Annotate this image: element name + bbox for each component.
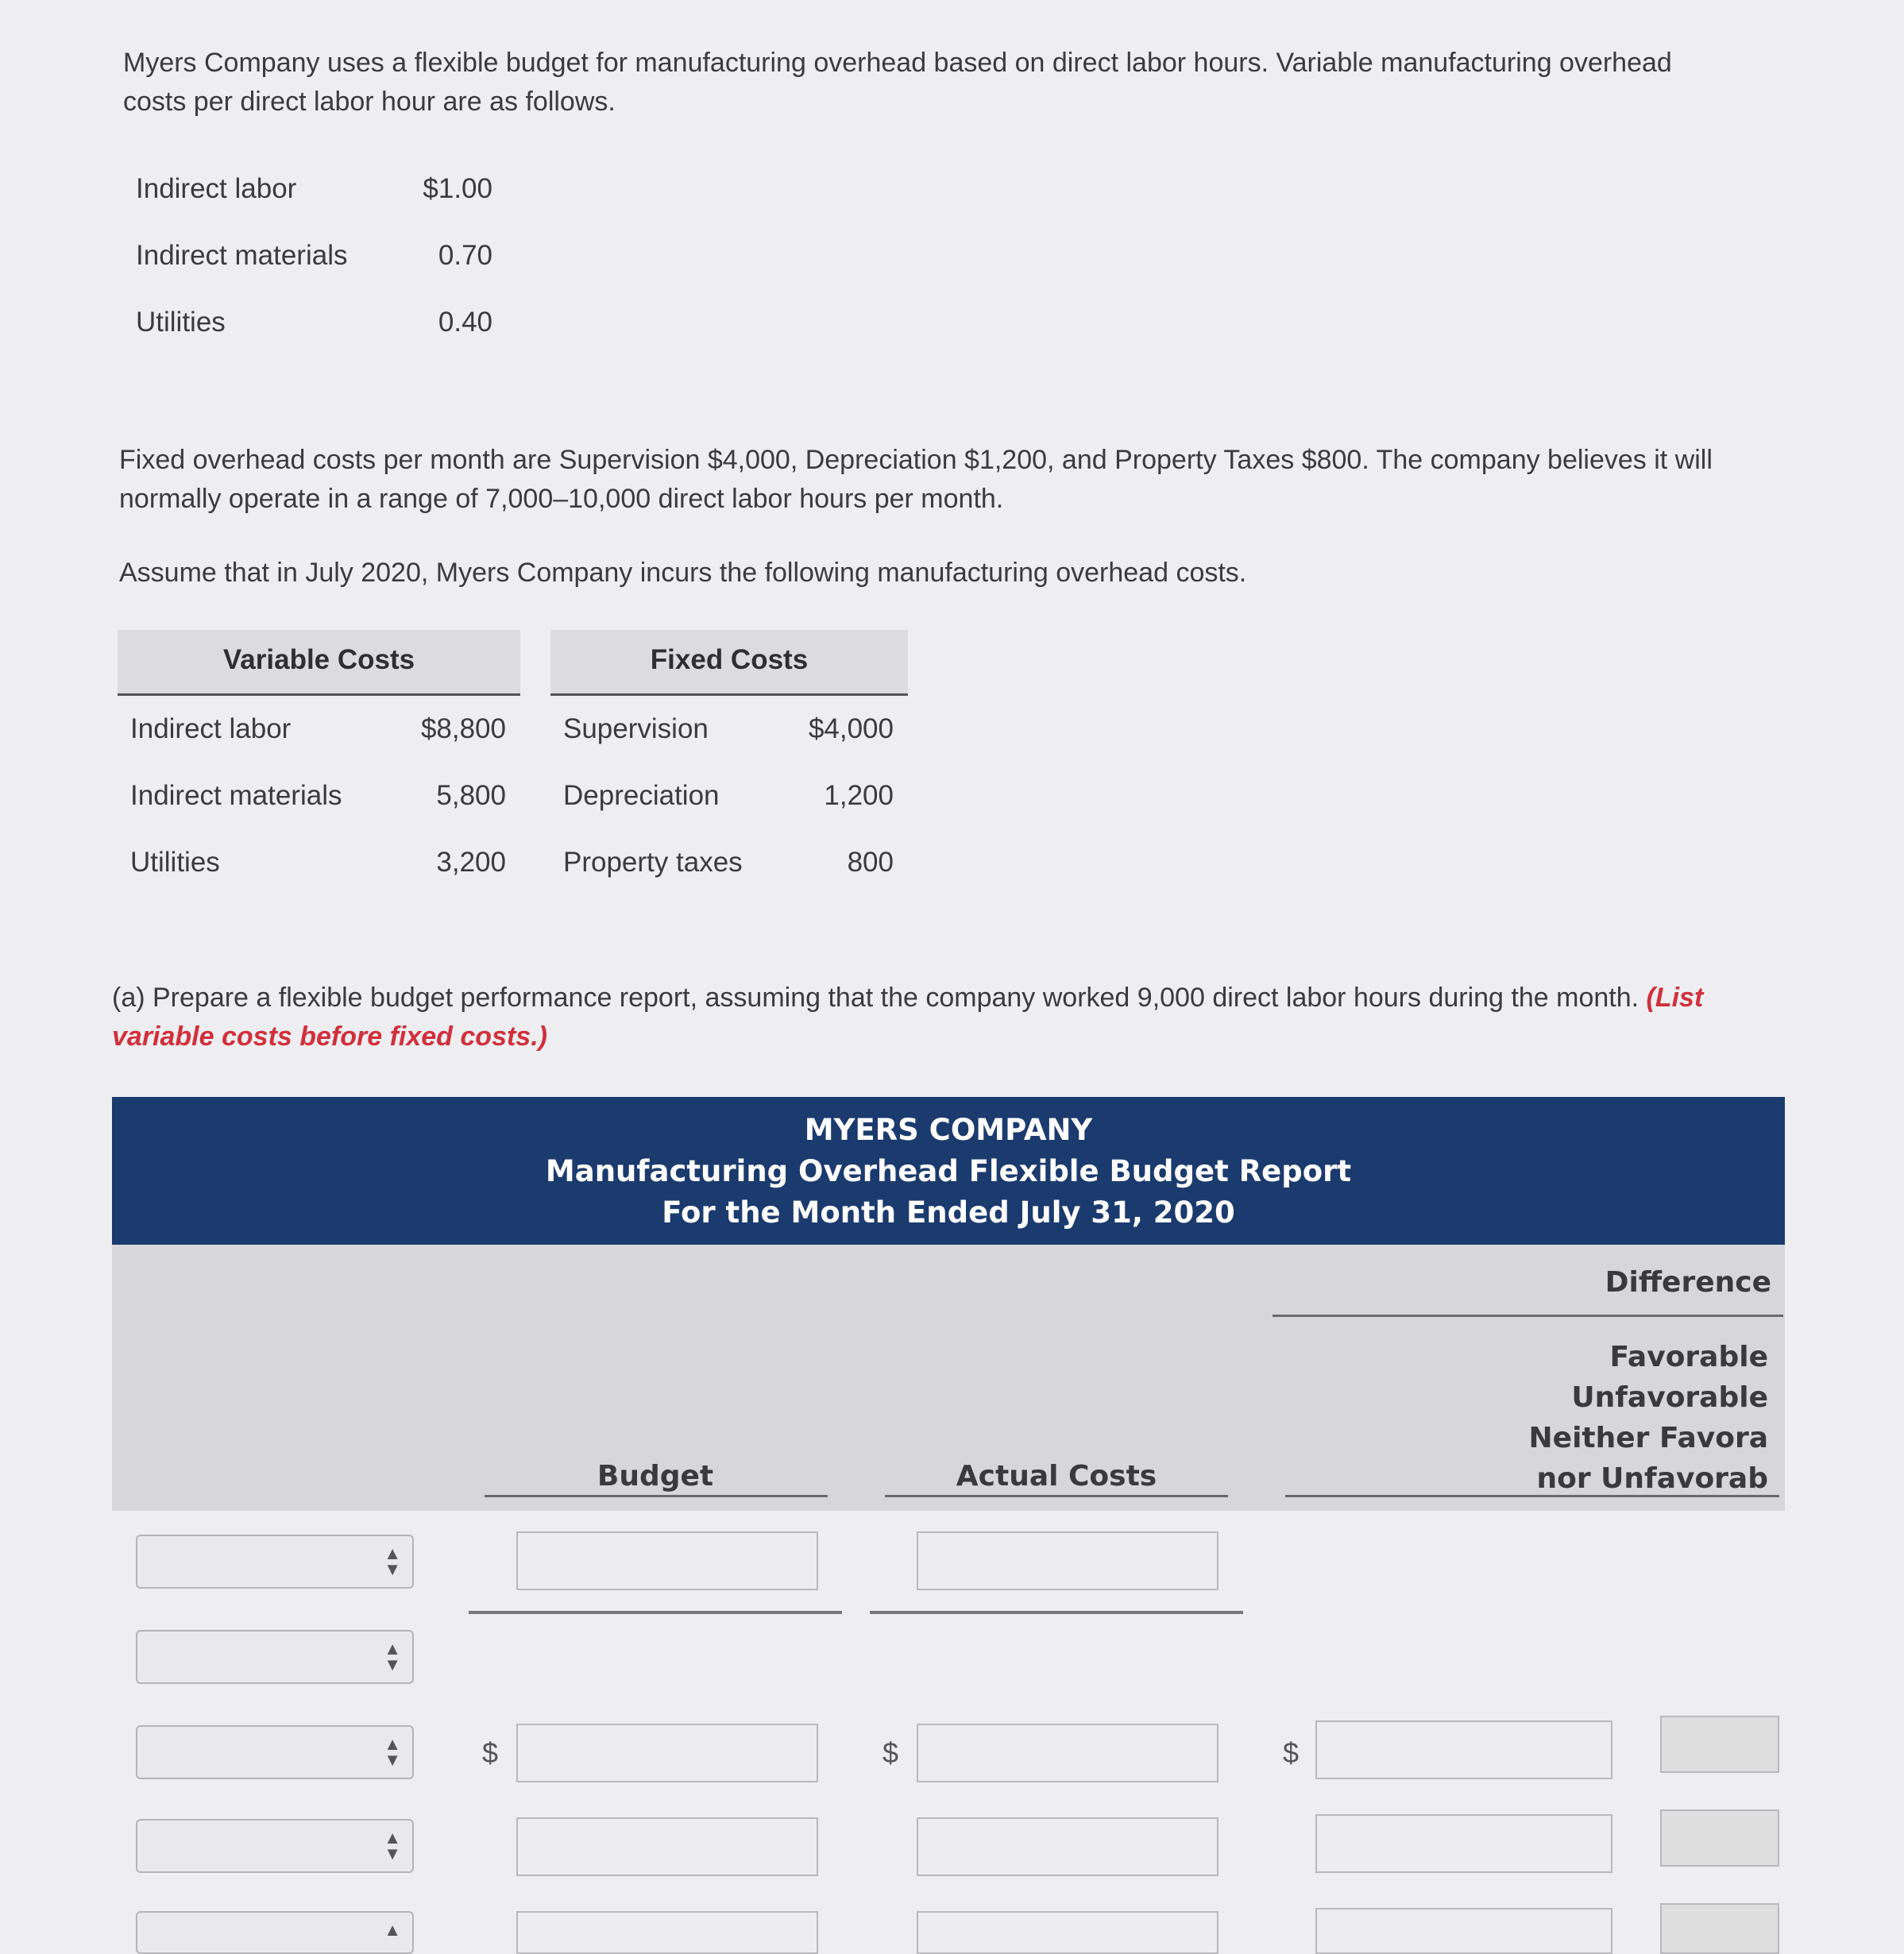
difference-header: Difference <box>1605 1266 1771 1299</box>
variable-cost-value: 5,800 <box>436 780 506 811</box>
fixed-line-2: normally operate in a range of 7,000–10,000 direct labor hours per month. <box>119 484 1004 514</box>
dollar-sign: $ <box>1283 1736 1300 1769</box>
actual-input[interactable] <box>917 1531 1218 1590</box>
account-select[interactable] <box>136 1725 414 1779</box>
account-select[interactable] <box>136 1911 414 1954</box>
rate-value: $1.00 <box>423 173 492 204</box>
fixed-costs-header: Fixed Costs <box>650 644 809 675</box>
assume-text: Assume that in July 2020, Myers Company incurs the following manufacturing overhead costs. <box>119 558 1247 588</box>
option-unfavorable: Unfavorable <box>1571 1381 1768 1414</box>
question-note-end: variable costs before fixed costs.) <box>112 1021 547 1052</box>
rate-value: 0.40 <box>438 307 492 338</box>
budget-input[interactable] <box>516 1911 818 1954</box>
question-line-1 <box>112 979 1788 1018</box>
difference-type-select[interactable] <box>1660 1809 1779 1867</box>
account-select[interactable] <box>136 1535 414 1589</box>
budget-subtotal-rule <box>469 1611 842 1614</box>
variable-cost-label: Indirect materials <box>130 780 342 811</box>
report-title: Manufacturing Overhead Flexible Budget Report <box>545 1154 1352 1188</box>
difference-col-underline <box>1285 1495 1779 1497</box>
updown-icon: ▲ ▼ <box>384 1734 401 1770</box>
option-neither-2: nor Unfavorab <box>1536 1462 1768 1495</box>
intro-line-1: Myers Company uses a flexible budget for manufacturing overhead based on direct labor hours. Variable manufacturing overhead <box>123 48 1672 78</box>
budget-header: Budget <box>597 1460 714 1493</box>
fixed-cost-value: 1,200 <box>824 780 894 811</box>
budget-input[interactable] <box>516 1724 818 1782</box>
rate-label: Utilities <box>136 307 226 338</box>
actual-header: Actual Costs <box>956 1460 1157 1493</box>
question-text: (a) Prepare a flexible budget performance report, assuming that the company worked 9,000 direct labor hours during the month. <box>112 983 1639 1013</box>
rate-value: 0.70 <box>438 240 492 271</box>
intro-line-2: costs per direct labor hour are as follows. <box>123 87 616 117</box>
option-favorable: Favorable <box>1609 1341 1768 1373</box>
actual-underline <box>885 1495 1228 1497</box>
updown-icon: ▲ ▼ <box>384 1828 401 1863</box>
difference-underline <box>1273 1315 1783 1317</box>
difference-input[interactable] <box>1315 1814 1612 1873</box>
fixed-cost-value: $4,000 <box>808 713 894 744</box>
budget-underline <box>485 1495 828 1497</box>
actual-input[interactable] <box>917 1724 1218 1782</box>
fixed-cost-label: Depreciation <box>563 780 720 811</box>
account-select[interactable] <box>136 1819 414 1873</box>
fixed-line-1: Fixed overhead costs per month are Supervision $4,000, Depreciation $1,200, and Property Taxes $800. The company believes it will <box>119 445 1713 475</box>
difference-options <box>1509 1337 1768 1499</box>
option-neither-1: Neither Favora <box>1528 1422 1768 1454</box>
updown-icon: ▲ <box>384 1920 401 1940</box>
fixed-cost-label: Supervision <box>563 713 709 744</box>
variable-cost-value: $8,800 <box>420 713 506 744</box>
variable-cost-label: Indirect labor <box>130 713 292 744</box>
updown-icon: ▲ ▼ <box>384 1543 401 1579</box>
dollar-sign: $ <box>482 1736 499 1769</box>
fixed-header-rule <box>550 693 908 696</box>
difference-input[interactable] <box>1315 1908 1612 1954</box>
question-note-start: (List <box>1646 983 1704 1013</box>
account-select[interactable] <box>136 1630 414 1684</box>
report-company: MYERS COMPANY <box>804 1113 1093 1147</box>
budget-input[interactable] <box>516 1531 818 1590</box>
difference-type-select[interactable] <box>1660 1903 1779 1954</box>
difference-input[interactable] <box>1315 1720 1612 1779</box>
report-banner <box>112 1097 1785 1245</box>
difference-type-select[interactable] <box>1660 1716 1779 1773</box>
fixed-cost-value: 800 <box>847 847 894 878</box>
budget-input[interactable] <box>516 1817 818 1876</box>
variable-costs-header: Variable Costs <box>222 644 415 675</box>
actual-subtotal-rule <box>870 1611 1243 1614</box>
variable-cost-label: Utilities <box>130 847 220 878</box>
fixed-cost-label: Property taxes <box>563 847 743 878</box>
variable-header-rule <box>118 693 520 696</box>
actual-input[interactable] <box>917 1817 1218 1876</box>
updown-icon: ▲ ▼ <box>384 1639 401 1674</box>
rate-label: Indirect materials <box>136 240 348 271</box>
rate-label: Indirect labor <box>136 173 297 204</box>
actual-input[interactable] <box>917 1911 1218 1954</box>
variable-cost-value: 3,200 <box>436 847 506 878</box>
report-period: For the Month Ended July 31, 2020 <box>662 1195 1235 1230</box>
dollar-sign: $ <box>882 1736 899 1769</box>
